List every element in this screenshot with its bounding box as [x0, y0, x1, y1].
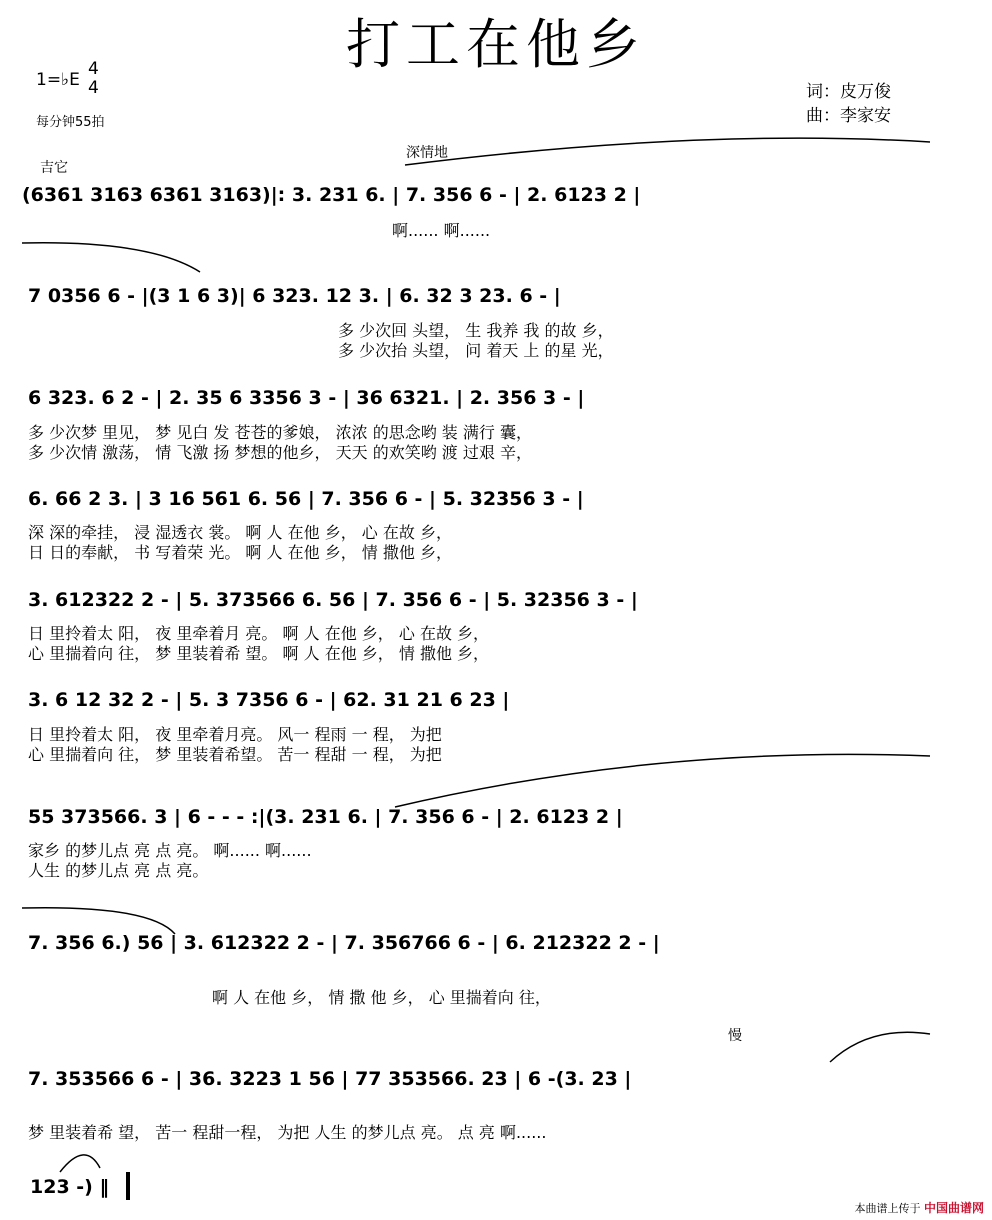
score-line-5-lyrics-verse2: 心 里揣着向 往， 梦 里装着希 望。 啊 人 在他 乡， 情 撒他 乡，	[28, 644, 490, 663]
score-line-9-lyrics: 梦 里装着希 望， 苦一 程甜一程， 为把 人生 的梦儿点 亮。 点 亮 啊......	[28, 1123, 547, 1142]
score-line-4-lyrics-verse1: 深 深的牵挂， 浸 湿透衣 裳。 啊 人 在他 乡， 心 在故 乡，	[28, 523, 452, 542]
score-line-8-lyrics: 啊 人 在他 乡， 情 撒 他 乡， 心 里揣着向 往，	[212, 988, 551, 1007]
key-signature: 1=♭E	[36, 70, 80, 90]
score-line-10-notes: 123 -) ‖	[30, 1176, 109, 1198]
expression-annotation: 深情地	[406, 145, 448, 161]
time-signature-top: 4	[88, 59, 99, 79]
score-line-6-lyrics-verse2: 心 里揣着向 往， 梦 里装着希望。 苦一 程甜 一 程， 为把	[28, 745, 442, 764]
footer-source	[854, 1199, 984, 1216]
lyricist: 词：皮万俊	[806, 82, 891, 102]
composer: 曲：李家安	[806, 106, 891, 126]
site-logo: 中国曲谱网	[923, 1201, 984, 1215]
score-line-3-notes: 6 323. 6 2 - | 2. 35 6 3356 3 - | 36 6321. | 2. 356 3 - |	[28, 387, 585, 409]
score-line-2-lyrics-verse2: 多 少次抬 头望， 问 着天 上 的星 光，	[338, 341, 614, 360]
score-line-5-lyrics-verse1: 日 里拎着太 阳， 夜 里牵着月 亮。 啊 人 在他 乡， 心 在故 乡，	[28, 624, 490, 643]
instrument-annotation: 吉它	[40, 160, 68, 176]
score-line-2-lyrics-verse1: 多 少次回 头望， 生 我养 我 的故 乡，	[338, 321, 614, 340]
score-line-7-lyrics-verse2: 人生 的梦儿点 亮 点 亮。	[28, 861, 209, 880]
score-line-6-notes: 3. 6 12 32 2 - | 5. 3 7356 6 - | 62. 31 21 6 23 |	[28, 689, 510, 711]
score-line-3-lyrics-verse1: 多 少次梦 里见， 梦 见白 发 苍苍的爹娘， 浓浓 的思念哟 装 满行 囊，	[28, 423, 532, 442]
slow-annotation: 慢	[728, 1028, 742, 1044]
time-signature-bottom: 4	[88, 78, 99, 98]
song-title: 打工在他乡	[346, 13, 646, 76]
score-line-5-notes: 3. 612322 2 - | 5. 373566 6. 56 | 7. 356 6 - | 5. 32356 3 - |	[28, 589, 638, 611]
score-line-6-lyrics-verse1: 日 里拎着太 阳， 夜 里牵着月亮。 风一 程雨 一 程， 为把	[28, 725, 442, 744]
score-line-3-lyrics-verse2: 多 少次情 激荡， 情 飞激 扬 梦想的他乡， 天天 的欢笑哟 渡 过艰 辛，	[28, 443, 532, 462]
footer-text: 本曲谱上传于	[854, 1202, 921, 1215]
score-line-4-lyrics-verse2: 日 日的奉献， 书 写着荣 光。 啊 人 在他 乡， 情 撒他 乡，	[28, 543, 452, 562]
score-line-7-lyrics-verse1: 家乡 的梦儿点 亮 点 亮。 啊...... 啊......	[28, 841, 312, 860]
score-line-2-notes: 7 0356 6 - |(3 1 6 3)| 6 323. 12 3. | 6. 32 3 23. 6 - |	[28, 285, 561, 307]
final-barline	[126, 1172, 130, 1200]
score-line-9-notes: 7. 353566 6 - | 36. 3223 1 56 | 77 353566. 23 | 6 -(3. 23 |	[28, 1068, 632, 1090]
score-line-7-notes: 55 373566. 3 | 6 - - - :|(3. 231 6. | 7. 356 6 - | 2. 6123 2 |	[28, 806, 623, 828]
score-line-1-notes: (6361 3163 6361 3163)|: 3. 231 6. | 7. 356 6 - | 2. 6123 2 |	[22, 184, 641, 206]
score-line-4-notes: 6. 66 2 3. | 3 16 561 6. 56 | 7. 356 6 - | 5. 32356 3 - |	[28, 488, 584, 510]
tempo-marking: 每分钟55拍	[36, 115, 105, 130]
score-line-8-notes: 7. 356 6.) 56 | 3. 612322 2 - | 7. 356766 6 - | 6. 212322 2 - |	[28, 932, 660, 954]
score-line-1-lyrics: 啊...... 啊......	[392, 221, 491, 240]
